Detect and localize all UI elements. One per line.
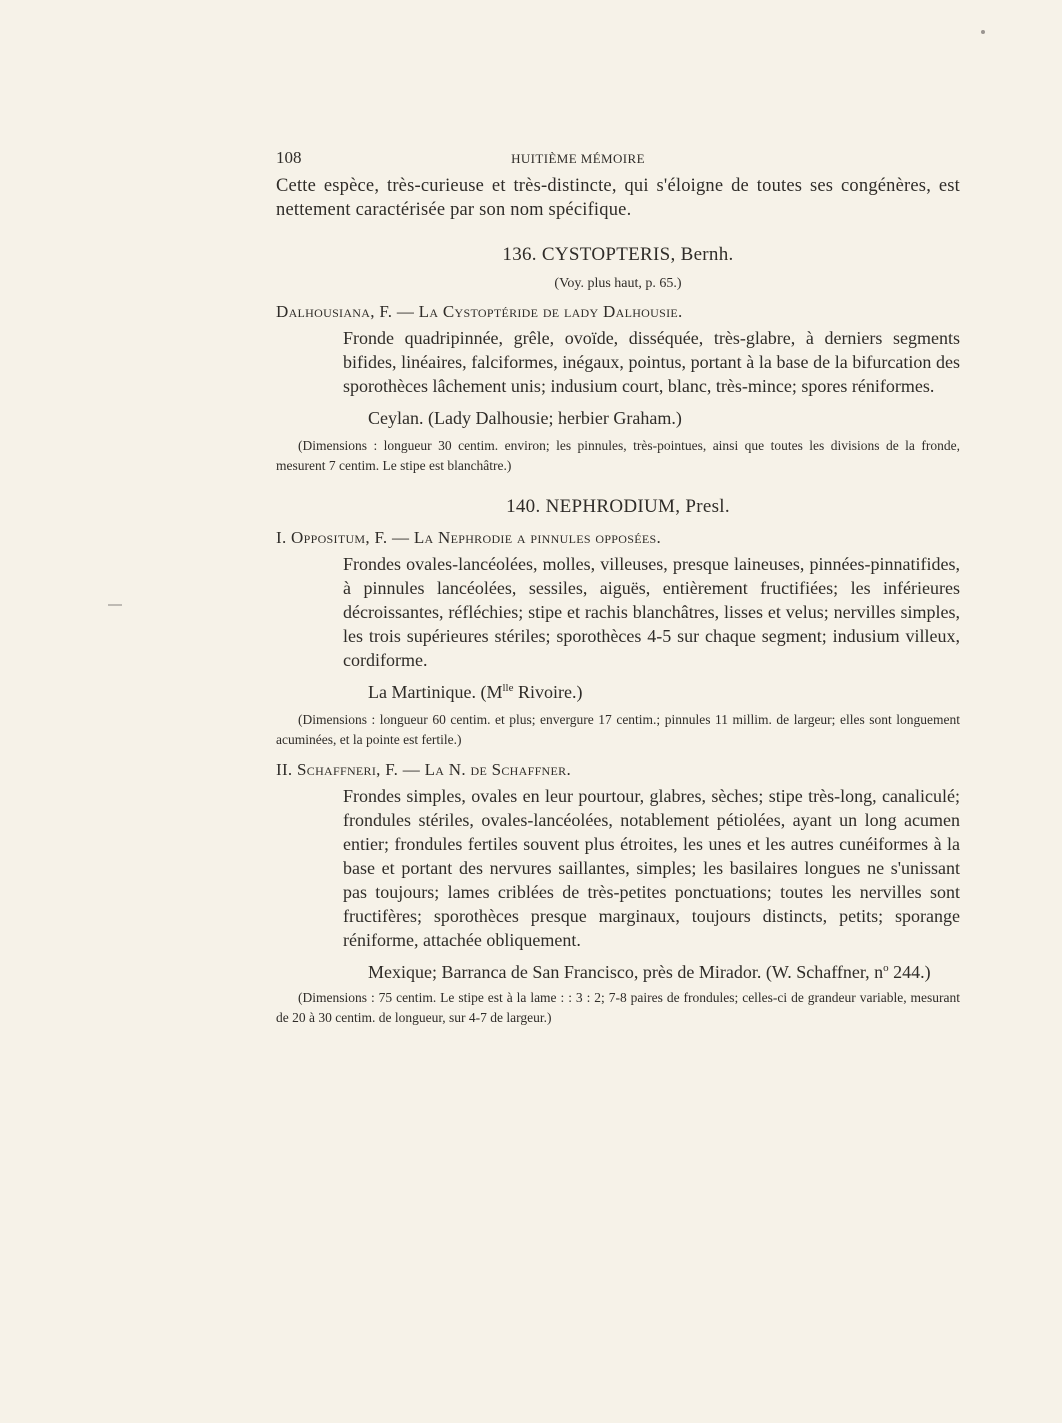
species-locality	[276, 956, 960, 984]
page-content	[276, 148, 960, 1028]
species-dimensions: (Dimensions : longueur 30 centim. environ; les pinnules, très-pointues, ainsi que toutes les divisions de la fronde, mesurent 7 centim. Le stipe est blanchâtre.)	[276, 438, 960, 473]
locality-superscript: o	[883, 962, 889, 974]
species-description: Frondes simples, ovales en leur pourtour, glabres, sèches; stipe très-long, canaliculé; frondules stériles, ovales-lancéolées, notablement pétiolées, ayant un long acumen entier; frondules fertiles souvent plus étroites, les unes et les autres cunéiformes à la base et portant des nervures saillantes, simples; les basilaires longues ne s'unissant pas toujours; lames criblées de très-petites ponctuations; toutes les nervilles sont fructifères; sporothèces presque marginaux, toujours distincts, petits; sporange réniforme, attachée obliquement.	[343, 786, 960, 950]
species-dimensions: (Dimensions : longueur 60 centim. et plus; envergure 17 centim.; pinnules 11 millim. de largeur; elles sont longuement acuminées, et la pointe est fertile.)	[276, 712, 960, 747]
locality-text: Mexique; Barranca de San Francisco, près de Mirador. (W. Schaffner, n	[368, 962, 884, 982]
species-locality: Ceylan. (Lady Dalhousie; herbier Graham.)	[368, 408, 682, 428]
running-title: HUITIÈME MÉMOIRE	[511, 151, 645, 166]
margin-mark	[108, 604, 122, 606]
species-description: Fronde quadripinnée, grêle, ovoïde, disséquée, très-glabre, à derniers segments bifides, linéaires, falciformes, inégaux, pointus, portant à la base de la bifurcation des sporothèces lâchement unis; indusium court, blanc, très-mince; spores réniformes.	[343, 328, 960, 396]
genus-reference: (Voy. plus haut, p. 65.)	[554, 276, 682, 291]
genus-title-nephrodium: 140. NEPHRODIUM, Presl.	[506, 496, 730, 517]
species-locality	[276, 676, 960, 704]
species-dimensions: (Dimensions : 75 centim. Le stipe est à la lame : : 3 : 2; 7-8 paires de frondules; celles-ci de grandeur variable, mesurant de 20 à 30 centim. de longueur, sur 4-7 de largeur.)	[276, 990, 960, 1025]
species-description: Frondes ovales-lancéolées, molles, villeuses, presque laineuses, pinnées-pinnatifides, à pinnules lancéolées, sessiles, aiguës, entièrement fructifiées; les inférieures décroissantes, réfléchies; stipe et rachis blanchâtres, lisses et velus; nervilles simples, les trois supérieures stériles; sporothèces 4-5 sur chaque segment; indusium villeux, cordiforme.	[343, 554, 960, 670]
locality-text-end: 244.)	[888, 962, 931, 982]
species-heading-dalhousiana: Dalhousiana, F. — La Cystoptéride de lady Dalhousie.	[276, 302, 683, 321]
page-number: 108	[276, 148, 302, 167]
locality-superscript: lle	[502, 682, 514, 694]
intro-paragraph: Cette espèce, très-curieuse et très-distincte, qui s'éloigne de toutes ses congénères, est nettement caractérisée par son nom spécifique.	[276, 176, 960, 220]
page-corner-mark	[981, 30, 985, 34]
species-heading-schaffneri: II. Schaffneri, F. — La N. de Schaffner.	[276, 760, 572, 779]
locality-text-end: Rivoire.)	[513, 682, 583, 702]
species-heading-oppositum: I. Oppositum, F. — La Nephrodie a pinnules opposées.	[276, 528, 661, 547]
page-header	[276, 148, 960, 170]
genus-title-cystopteris: 136. CYSTOPTERIS, Bernh.	[502, 244, 734, 265]
locality-text: La Martinique. (M	[368, 682, 503, 702]
